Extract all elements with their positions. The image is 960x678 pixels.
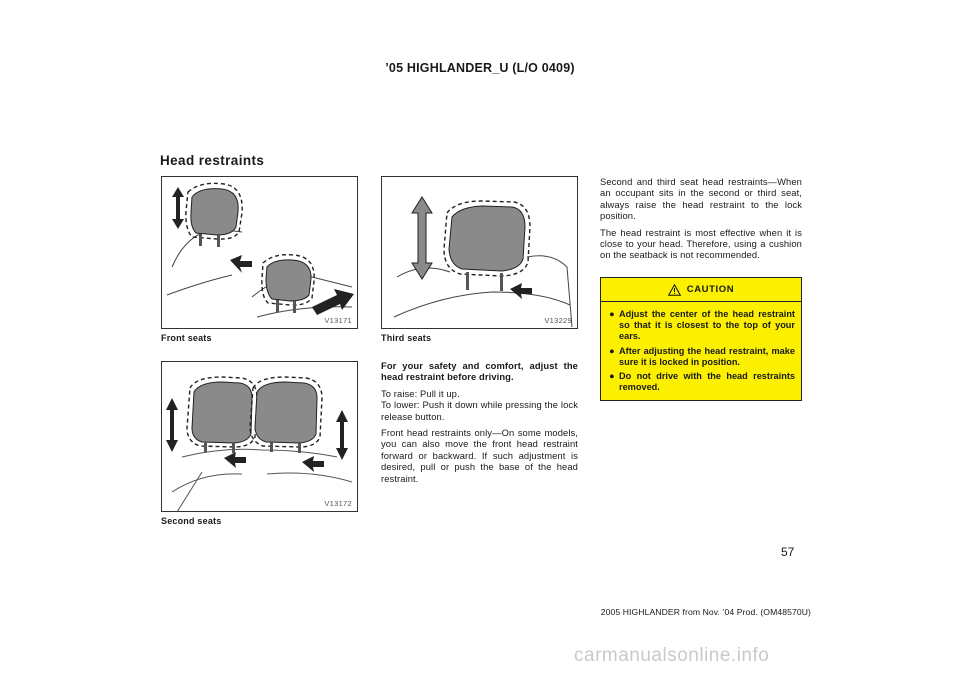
front-seats-figure: [161, 176, 358, 329]
bullet: ●: [609, 345, 615, 356]
front-only-paragraph: Front head restraints only—On some models, you can also move the front head restraint forward or backward. If such adjustment is desired, pull or push the base of the head restraint.: [381, 427, 578, 484]
caution-item: ● Do not drive with the head restraints removed.: [609, 371, 795, 393]
lead-paragraph: For your safety and comfort, adjust the head restraint before driving.: [381, 360, 578, 383]
raise-lower-paragraph: To raise: Pull it up. To lower: Push it down while pressing the lock release button.: [381, 387, 578, 422]
bullet: ●: [609, 309, 615, 319]
footer-text: 2005 HIGHLANDER from Nov. ’04 Prod. (OM48570U): [600, 607, 811, 617]
right-column: [600, 176, 802, 266]
caution-item: ● After adjusting the head restraint, make sure it is locked in position.: [609, 345, 795, 367]
caution-title: CAUTION: [686, 284, 735, 295]
second-seats-figure: [161, 361, 358, 512]
watermark: carmanualsonline.info: [574, 645, 770, 666]
third-seats-figure: [381, 176, 578, 329]
section-title: Head restraints: [160, 153, 265, 168]
figure-code: V13229: [544, 316, 572, 325]
caution-list: [601, 302, 801, 393]
bullet: ●: [609, 371, 615, 382]
header-code: ’05 HIGHLANDER_U (L/O 0409): [385, 61, 575, 75]
page-number: 57: [781, 545, 795, 559]
third-seats-caption: Third seats: [381, 333, 432, 343]
third-seats-illustration: [382, 177, 578, 329]
second-seats-illustration: [162, 362, 358, 512]
caution-box: [600, 277, 802, 401]
effectiveness-paragraph: The head restraint is most effective when it is close to your head. Therefore, using a cushion on the seatback is not recommended.: [600, 226, 802, 261]
caution-item: ● Adjust the center of the head restraint so that it is closest to the top of your ears.: [609, 309, 795, 342]
second-third-paragraph: Second and third seat head restraints—When an occupant sits in the second or third seat, always raise the head restraint to the lock position.: [600, 176, 802, 222]
second-seats-caption: Second seats: [161, 516, 222, 526]
front-seats-illustration: [162, 177, 358, 329]
front-seats-caption: Front seats: [161, 333, 212, 343]
figure-code: V13171: [324, 316, 352, 325]
warning-triangle-icon: [668, 284, 681, 296]
middle-column: [381, 360, 578, 489]
caution-header: [601, 278, 801, 302]
figure-code: V13172: [324, 499, 352, 508]
